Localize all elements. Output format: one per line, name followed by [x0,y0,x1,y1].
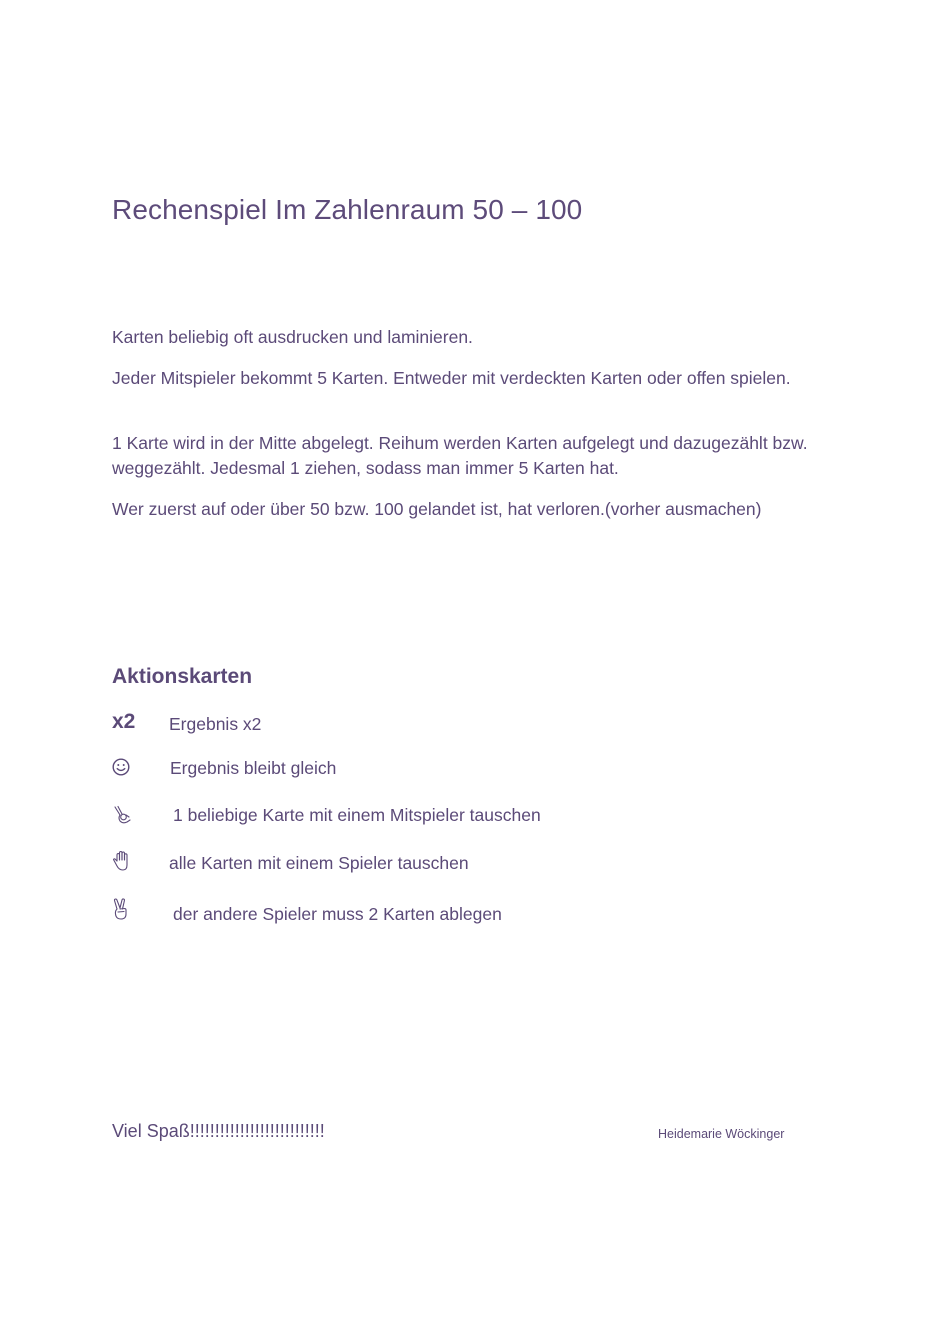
page-title: Rechenspiel Im Zahlenraum 50 – 100 [112,194,583,225]
action-text-x2: Ergebnis x2 [169,714,262,734]
instruction-paragraph-3: 1 Karte wird in der Mitte abgelegt. Reihum werden Karten aufgelegt und dazugezählt bzw. weggezählt. Jedesmal 1 ziehen, sodass man immer 5 Karten hat. [112,433,808,478]
closing-text: Viel Spaß!!!!!!!!!!!!!!!!!!!!!!!!!!! [112,1121,325,1141]
instruction-paragraph-2: Jeder Mitspieler bekommt 5 Karten. Entweder mit verdeckten Karten oder offen spielen. [112,368,791,388]
open-hand-icon [112,850,134,872]
action-text-victory-hand: der andere Spieler muss 2 Karten ablegen [173,904,502,924]
action-text-open-hand: alle Karten mit einem Spieler tauschen [169,853,469,873]
smiley-icon [112,758,130,776]
actions-heading: Aktionskarten [112,665,253,688]
instruction-paragraph-4: Wer zuerst auf oder über 50 bzw. 100 gelandet ist, hat verloren.(vorher ausmachen) [112,499,762,519]
author-name: Heidemarie Wöckinger [658,1127,785,1141]
x2-symbol: x2 [112,710,136,733]
instruction-paragraph-1: Karten beliebig oft ausdrucken und laminieren. [112,327,473,347]
ok-hand-icon [112,805,132,825]
victory-hand-icon [112,898,132,922]
action-text-smiley: Ergebnis bleibt gleich [170,758,337,778]
action-text-ok-hand: 1 beliebige Karte mit einem Mitspieler tauschen [173,805,541,825]
